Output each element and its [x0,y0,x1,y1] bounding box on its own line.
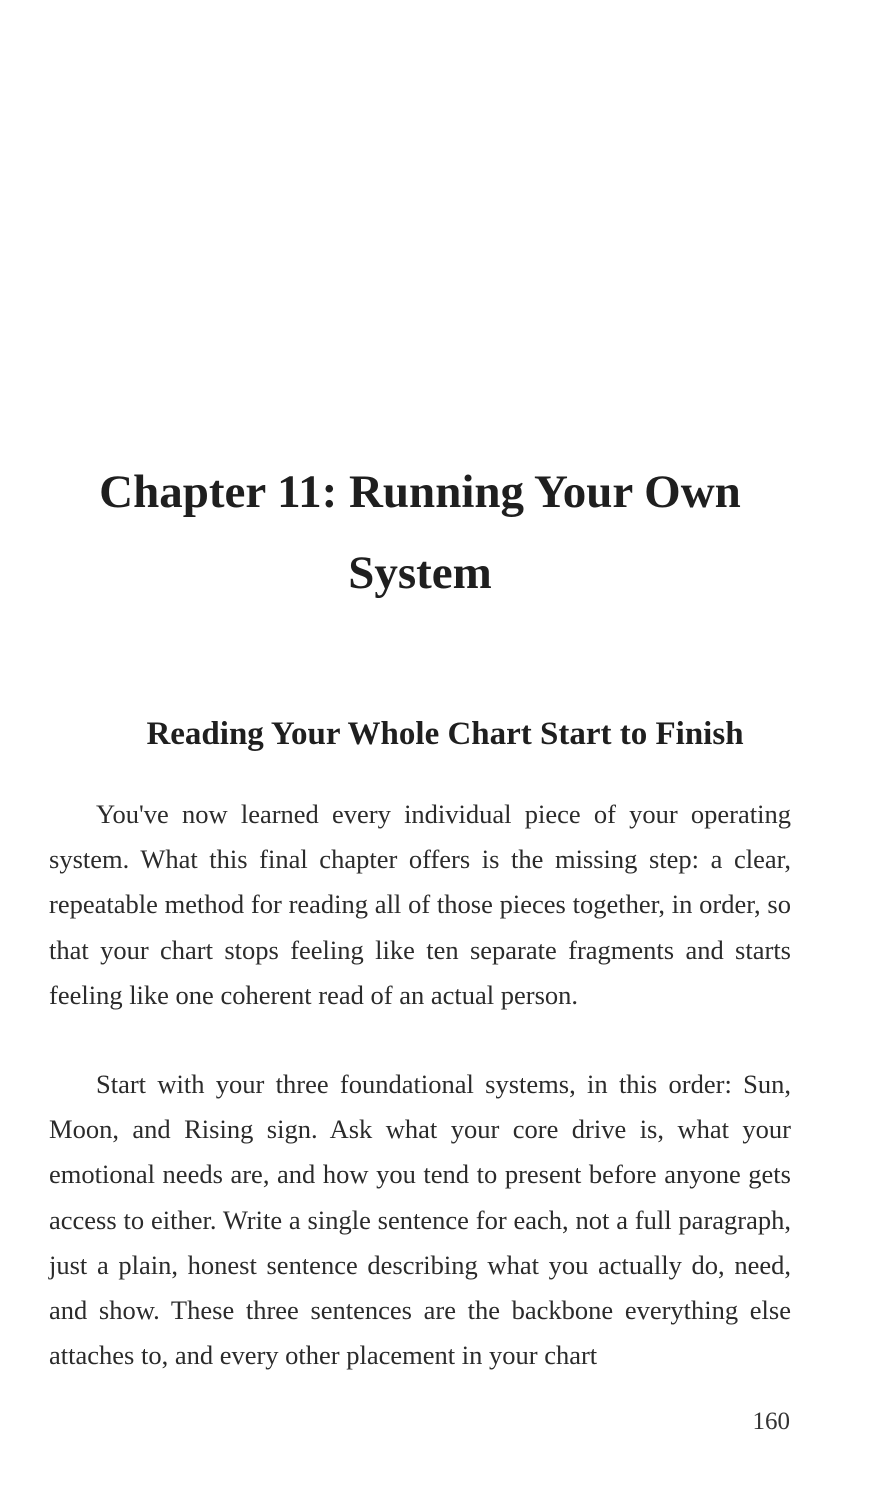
section-heading: Reading Your Whole Chart Start to Finish [146,716,744,752]
body-paragraph-1: You've now learned every individual piece of your operating system. What this final chapter offers is the missing step: a clear, repeatable method for reading all of those pieces together, in order, so that your chart stops feeling like ten separate fragments and starts feeling like one coherent read of an actual person. [49,799,791,1010]
body-paragraph-2: Start with your three foundational systems, in this order: Sun, Moon, and Rising sign. Ask what your core drive is, what your emotional needs are, and how you tend to present before anyone gets access to either. Write a single sentence for each, not a full paragraph, just a plain, honest sentence describing what you actually do, need, and show. These three sentences are the backbone everything else attaches to, and every other placement in your chart [49,1069,791,1371]
page-number: 160 [752,1408,790,1435]
chapter-title: Chapter 11: Running Your Own System [99,466,741,599]
